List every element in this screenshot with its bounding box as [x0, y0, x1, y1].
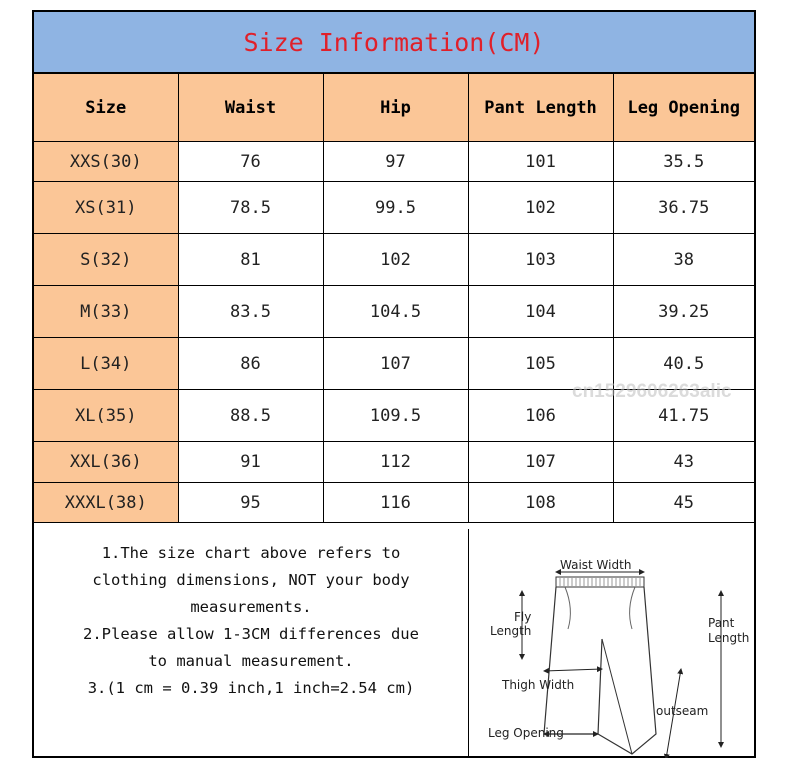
table-row — [34, 442, 754, 483]
pant-length-cell: 103 — [468, 234, 613, 286]
table-header-row — [34, 74, 754, 142]
pant-length-cell: 101 — [468, 142, 613, 182]
hip-cell: 97 — [323, 142, 468, 182]
pants-diagram-svg — [470, 529, 754, 758]
hip-cell: 116 — [323, 483, 468, 523]
pant-length-cell: 105 — [468, 338, 613, 390]
pocket-right-shape — [630, 587, 635, 629]
size-cell: XS(31) — [34, 182, 178, 234]
leg-opening-cell: 40.5 — [613, 338, 754, 390]
size-cell: L(34) — [34, 338, 178, 390]
size-cell: S(32) — [34, 234, 178, 286]
waist-cell: 78.5 — [178, 182, 323, 234]
header-pant-length: Pant Length — [468, 74, 613, 142]
leg-opening-cell: 35.5 — [613, 142, 754, 182]
pant-length-cell: 107 — [468, 442, 613, 483]
table-row — [34, 142, 754, 182]
leg-opening-cell: 45 — [613, 483, 754, 523]
size-cell: XXL(36) — [34, 442, 178, 483]
leg-opening-cell: 38 — [613, 234, 754, 286]
size-cell: M(33) — [34, 286, 178, 338]
table-row — [34, 182, 754, 234]
outseam-label: outseam — [656, 704, 709, 718]
notes-panel — [34, 529, 469, 758]
leg-opening-cell: 39.25 — [613, 286, 754, 338]
pant-length-cell: 108 — [468, 483, 613, 523]
pant-length-label-1: Pant — [708, 616, 735, 630]
watermark-text: cn1529606263alic — [572, 381, 732, 402]
header-size: Size — [34, 74, 178, 142]
note-line: 2.Please allow 1-3CM differences due — [83, 625, 419, 643]
leg-opening-cell: 41.75 — [613, 390, 754, 442]
fly-label: Fly — [514, 610, 532, 624]
header-leg-opening: Leg Opening — [613, 74, 754, 142]
table-row — [34, 286, 754, 338]
header-hip: Hip — [323, 74, 468, 142]
waist-cell: 88.5 — [178, 390, 323, 442]
pant-length-cell: 106 — [468, 390, 613, 442]
hip-cell: 104.5 — [323, 286, 468, 338]
size-table — [34, 73, 754, 523]
header-waist: Waist — [178, 74, 323, 142]
hip-cell: 99.5 — [323, 182, 468, 234]
pocket-left-shape — [565, 587, 570, 629]
thigh-width-label: Thigh Width — [502, 678, 575, 692]
waist-cell: 76 — [178, 142, 323, 182]
fly-length-label: Length — [490, 624, 532, 638]
chart-title: Size Information(CM) — [34, 12, 754, 73]
table-row — [34, 234, 754, 286]
hip-cell: 107 — [323, 338, 468, 390]
hip-cell: 112 — [323, 442, 468, 483]
table-row — [34, 483, 754, 523]
size-cell: XXXL(38) — [34, 483, 178, 523]
note-line: to manual measurement. — [148, 652, 354, 670]
leg-opening-cell: 43 — [613, 442, 754, 483]
waist-cell: 81 — [178, 234, 323, 286]
pant-length-cell: 102 — [468, 182, 613, 234]
size-cell: XXS(30) — [34, 142, 178, 182]
leg-opening-cell: 36.75 — [613, 182, 754, 234]
size-cell: XL(35) — [34, 390, 178, 442]
hip-cell: 102 — [323, 234, 468, 286]
leg-opening-label: Leg Opening — [488, 726, 564, 740]
pants-measurement-diagram — [470, 529, 754, 758]
note-line: clothing dimensions, NOT your body — [92, 571, 410, 589]
hip-cell: 109.5 — [323, 390, 468, 442]
note-line: 1.The size chart above refers to — [101, 544, 401, 562]
pant-length-cell: 104 — [468, 286, 613, 338]
waist-cell: 95 — [178, 483, 323, 523]
waist-cell: 86 — [178, 338, 323, 390]
pant-length-label-2: Length — [708, 631, 750, 645]
note-line: 3.(1 cm = 0.39 inch,1 inch=2.54 cm) — [87, 679, 415, 697]
waist-width-label: Waist Width — [560, 558, 632, 572]
waist-cell: 91 — [178, 442, 323, 483]
waist-cell: 83.5 — [178, 286, 323, 338]
note-line: measurements. — [190, 598, 312, 616]
